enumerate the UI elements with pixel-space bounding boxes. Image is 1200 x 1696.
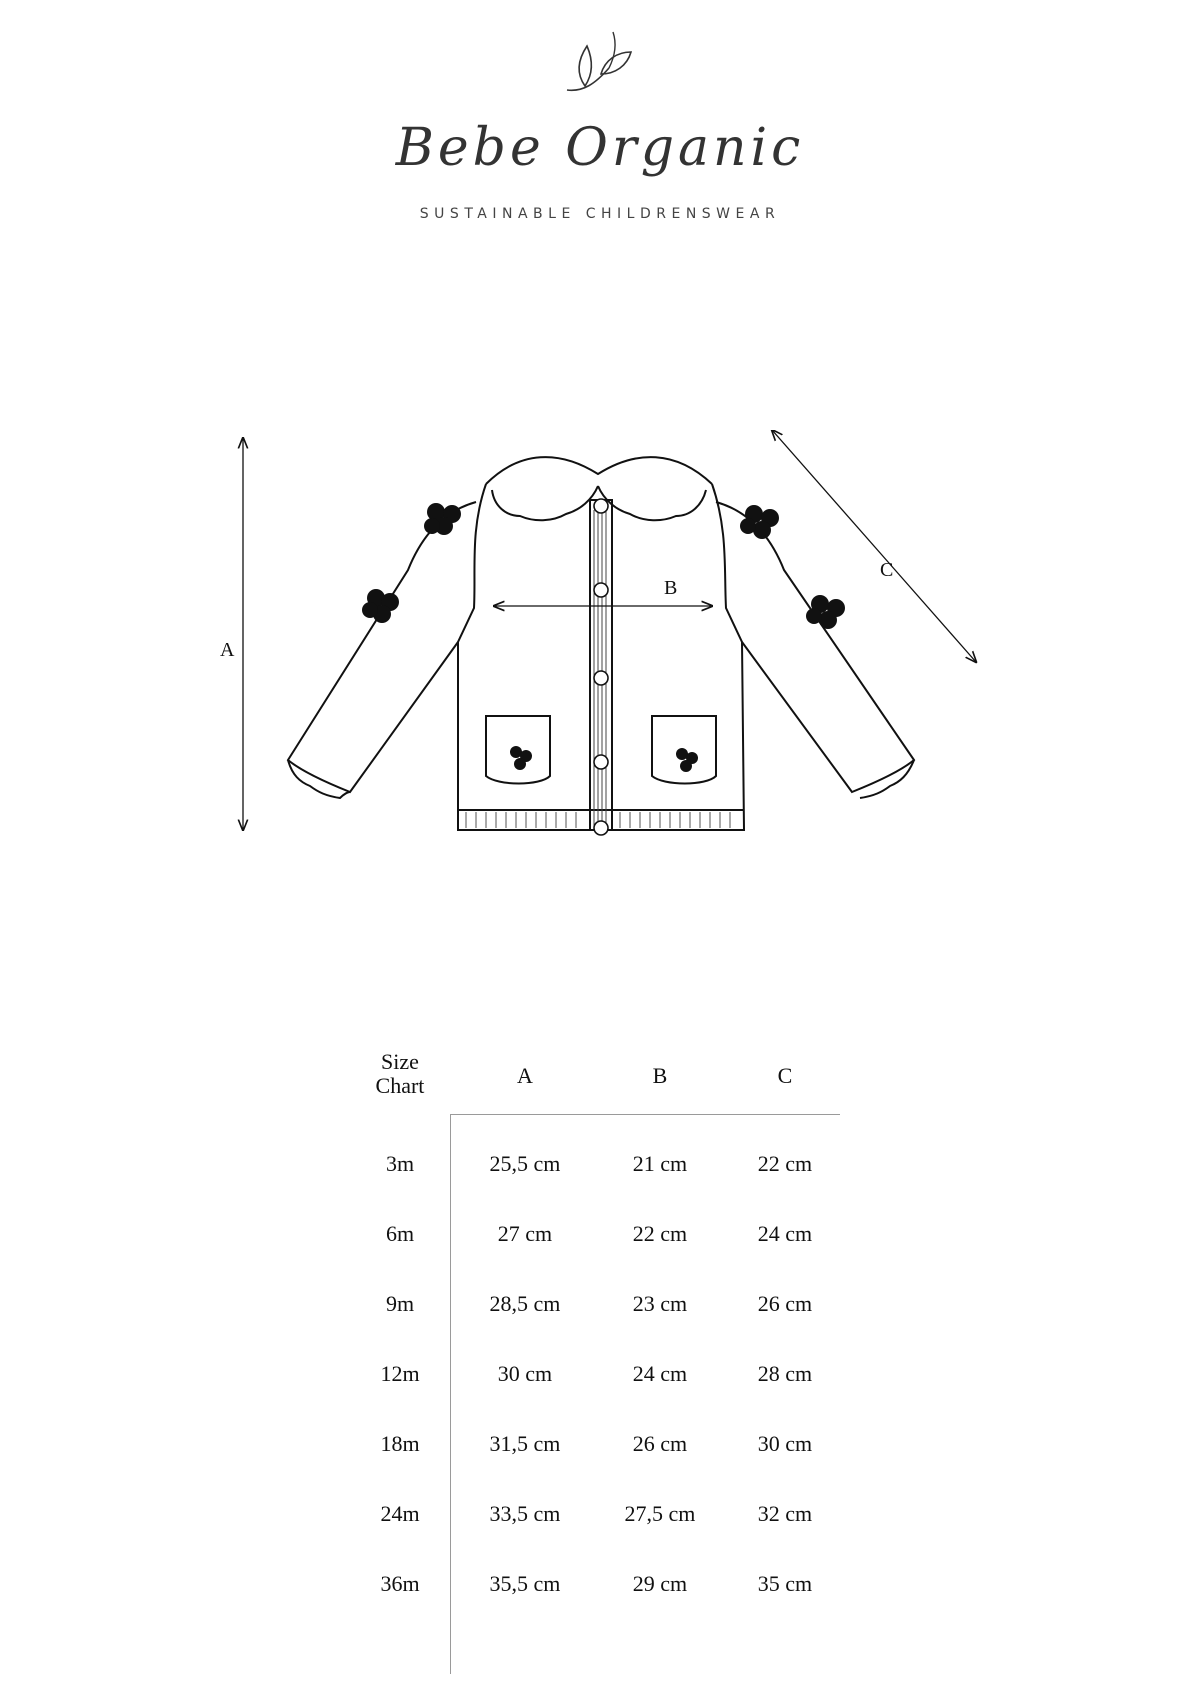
b-cell: 22 cm xyxy=(632,1221,688,1246)
a-cell: 25,5 cm xyxy=(489,1151,561,1176)
a-cell: 30 cm xyxy=(497,1361,553,1386)
brand-tagline: SUSTAINABLE CHILDRENSWEAR xyxy=(419,206,781,222)
size-cell: 9m xyxy=(385,1291,415,1316)
b-cell: 29 cm xyxy=(632,1571,688,1596)
dimension-c-label: C xyxy=(880,559,894,581)
c-cell: 28 cm xyxy=(757,1361,813,1386)
size-cell: 12m xyxy=(380,1361,420,1386)
b-cell: 27,5 cm xyxy=(624,1501,696,1526)
table-row xyxy=(340,1214,860,1254)
size-cell: 24m xyxy=(380,1501,420,1526)
table-row xyxy=(340,1354,860,1394)
b-cell: 26 cm xyxy=(632,1431,688,1456)
c-cell: 24 cm xyxy=(757,1221,813,1246)
size-cell: 18m xyxy=(380,1431,420,1456)
b-cell: 23 cm xyxy=(632,1291,688,1316)
cardigan-diagram xyxy=(0,430,1200,850)
size-cell: 6m xyxy=(385,1221,415,1246)
brand-logo xyxy=(0,0,1200,240)
size-cell: 3m xyxy=(385,1151,415,1176)
b-cell: 21 cm xyxy=(632,1151,688,1176)
c-cell: 30 cm xyxy=(757,1431,813,1456)
dimension-c-arrow xyxy=(772,430,976,662)
c-cell: 26 cm xyxy=(757,1291,813,1316)
size-cell: 36m xyxy=(380,1571,420,1596)
a-cell: 28,5 cm xyxy=(489,1291,561,1316)
a-cell: 27 cm xyxy=(497,1221,553,1246)
table-row xyxy=(340,1494,860,1534)
c-cell: 22 cm xyxy=(757,1151,813,1176)
c-cell: 32 cm xyxy=(757,1501,813,1526)
leaf-icon xyxy=(565,28,645,98)
dimension-a-label: A xyxy=(220,639,235,661)
placket-ribbing xyxy=(594,510,606,826)
a-cell: 33,5 cm xyxy=(489,1501,561,1526)
b-cell: 24 cm xyxy=(632,1361,688,1386)
table-row xyxy=(340,1424,860,1464)
column-header-b: B xyxy=(652,1063,668,1088)
c-cell: 35 cm xyxy=(757,1571,813,1596)
dimension-b-label: B xyxy=(664,577,678,599)
flower-embroidery xyxy=(362,503,845,772)
size-chart-header-line2: Chart xyxy=(375,1073,425,1098)
size-chart-header-line1: Size xyxy=(381,1049,419,1074)
table-row xyxy=(340,1564,860,1604)
table-row xyxy=(340,1144,860,1184)
a-cell: 35,5 cm xyxy=(489,1571,561,1596)
header-row xyxy=(340,1056,860,1096)
a-cell: 31,5 cm xyxy=(489,1431,561,1456)
table-row xyxy=(340,1284,860,1324)
column-header-c: C xyxy=(777,1063,793,1088)
table-horizontal-divider xyxy=(450,1114,840,1115)
column-header-a: A xyxy=(517,1063,533,1088)
brand-name: Bebe Organic xyxy=(395,118,805,178)
